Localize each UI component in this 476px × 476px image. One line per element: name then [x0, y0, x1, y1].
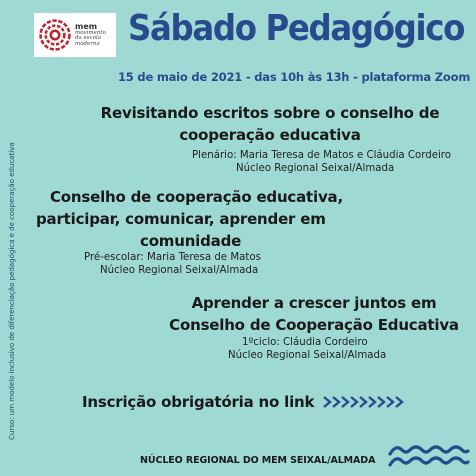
mem-logo [34, 13, 116, 57]
vertical-course-text: Curso: um modelo inclusivo de diferenciação pedagógica e de cooperação educativa [7, 142, 16, 440]
waves-icon [388, 440, 470, 472]
session-1-title-line-1: Revisitando escritos sobre o conselho de [100, 104, 440, 122]
session-3-details [228, 336, 386, 362]
session-3 [164, 292, 464, 361]
page-title: Sábado Pedagógico [128, 8, 465, 49]
signup-link[interactable] [82, 393, 403, 411]
session-3-group: Núcleo Regional Seixal/Almada [228, 350, 387, 361]
session-1-group: Núcleo Regional Seixal/Almada [236, 163, 395, 174]
session-2-title-line-1: Conselho de cooperação educativa, [50, 188, 343, 206]
logo-line-3: moderna [75, 40, 100, 47]
logo-name: mem [75, 21, 98, 31]
session-2-group: Núcleo Regional Seixal/Almada [100, 265, 259, 276]
spiral-logo-icon [38, 18, 72, 52]
signup-label: Inscrição obrigatória no link [82, 393, 315, 411]
logo-line-1: movimento [75, 29, 106, 36]
event-date-line: 15 de maio de 2021 - das 10h às 13h - plataforma Zoom [118, 70, 471, 84]
logo-line-2: da escola [75, 35, 102, 42]
session-2-title-line-2: participar, comunicar, aprender em [36, 210, 326, 228]
session-2-details [84, 251, 261, 277]
logo-text [75, 23, 106, 48]
session-1-title-line-2: cooperação educativa [179, 126, 361, 144]
session-2-title-line-3: comunidade [140, 232, 242, 250]
chevron-right-icon [322, 395, 403, 409]
session-1 [100, 102, 451, 174]
session-2 [36, 186, 346, 276]
session-1-details [192, 149, 452, 175]
session-3-speakers: 1ºciclo: Cláudia Cordeiro [242, 337, 368, 348]
footer-text: NÚCLEO REGIONAL DO MEM SEIXAL/ALMADA [140, 455, 376, 466]
session-1-speakers: Plenário: Maria Teresa de Matos e Cláudia Cordeiro [192, 150, 451, 161]
session-3-title-line-1: Aprender a crescer juntos em [191, 294, 437, 312]
session-2-speakers: Pré-escolar: Maria Teresa de Matos [84, 252, 261, 263]
session-3-title-line-2: Conselho de Cooperação Educativa [169, 316, 459, 334]
